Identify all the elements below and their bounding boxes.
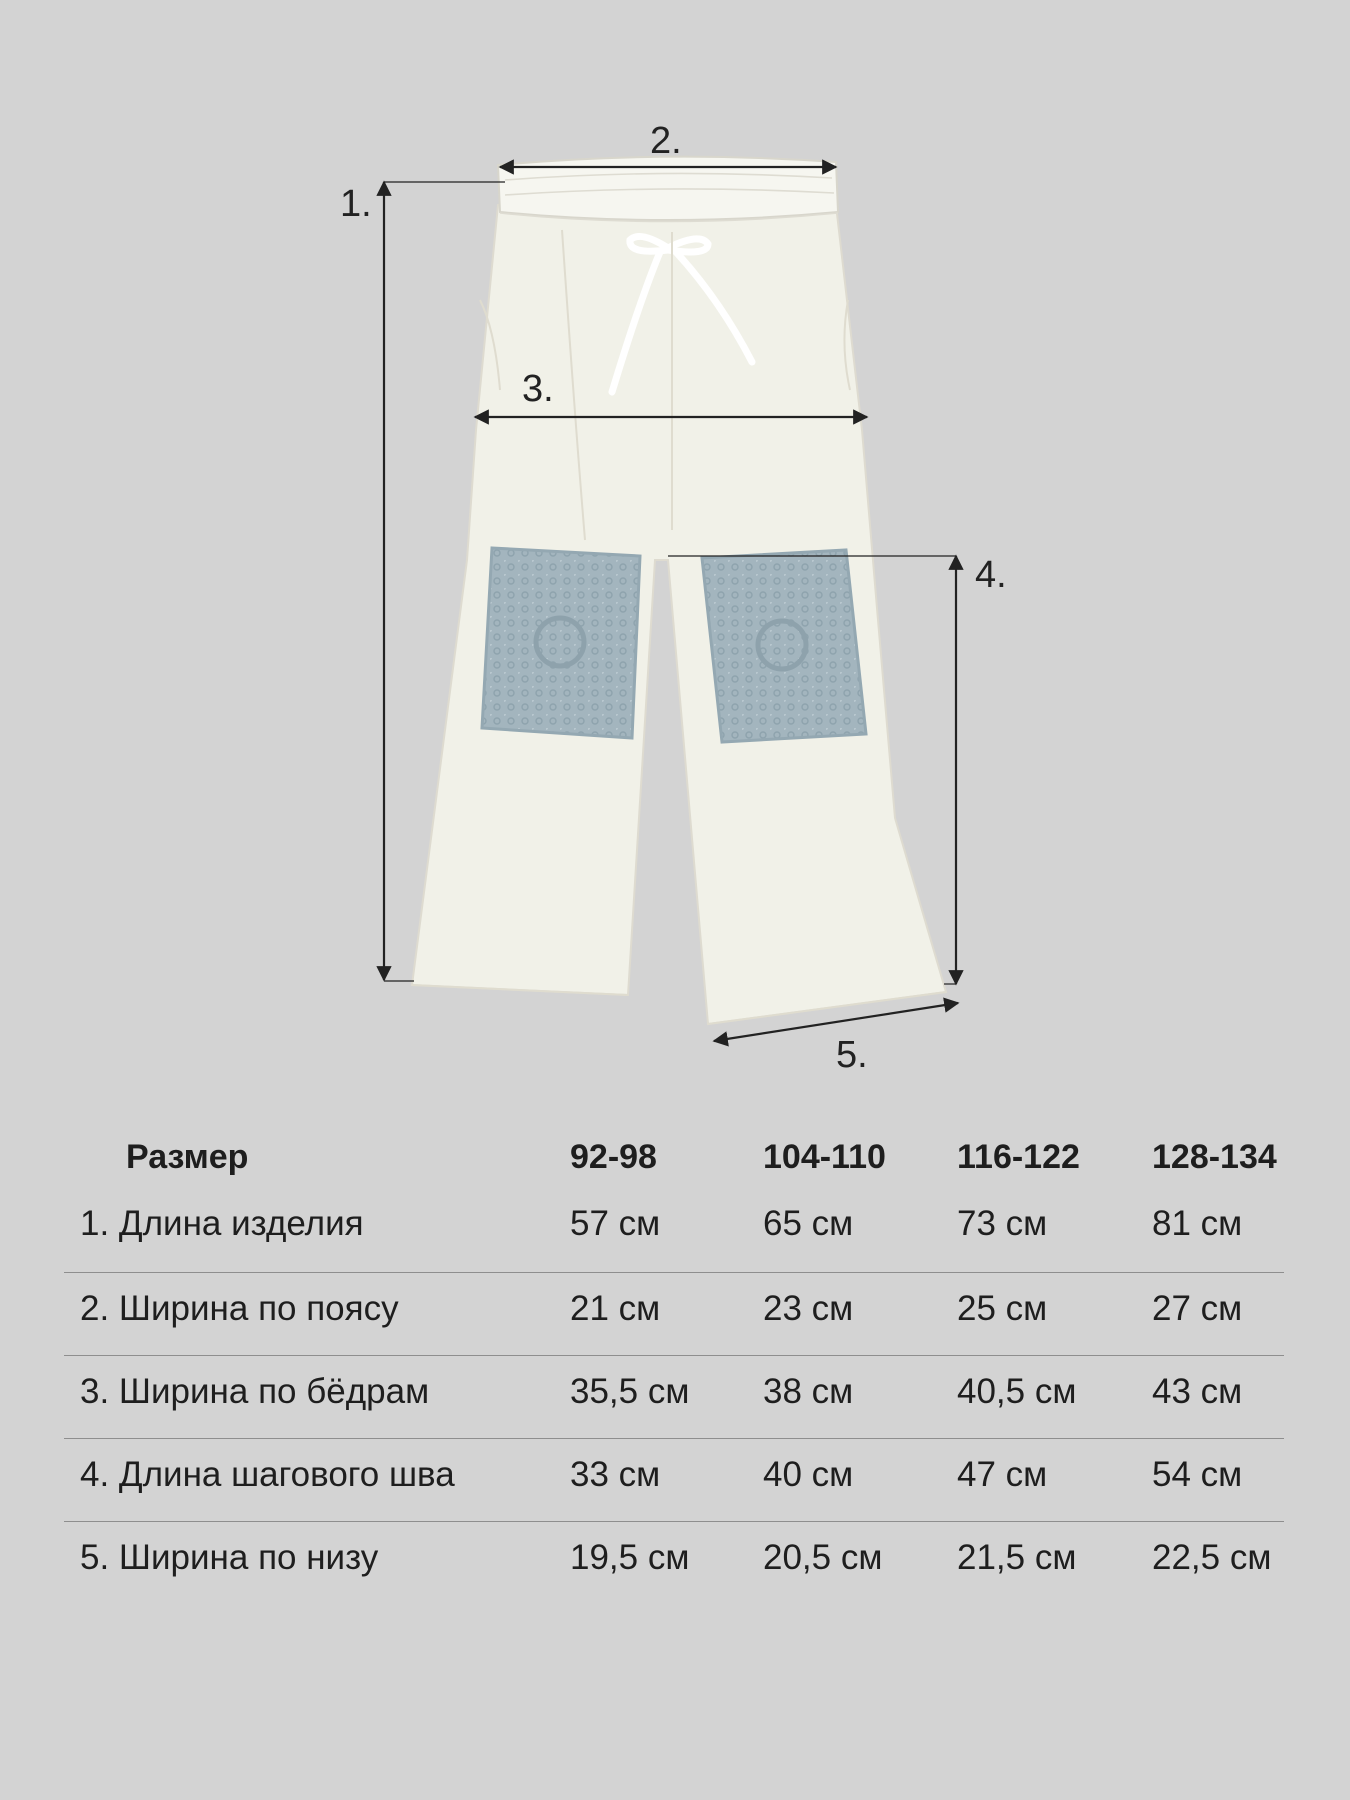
row-label: 3. Ширина по бёдрам [80,1372,430,1411]
table-row [64,1200,1284,1273]
size-table [64,1132,1284,1604]
row-value: 43 см [1152,1372,1243,1411]
size-header: 116-122 [957,1138,1080,1176]
measure-label-4: 4. [975,554,1007,596]
measure-label-5: 5. [836,1034,868,1076]
row-value: 22,5 см [1152,1538,1272,1577]
row-value: 21,5 см [957,1538,1077,1577]
right-knee-patch [702,550,866,742]
size-header: 92-98 [570,1138,657,1176]
row-value: 23 см [763,1289,854,1328]
row-value: 35,5 см [570,1372,690,1411]
row-value: 81 см [1152,1204,1243,1243]
row-value: 38 см [763,1372,854,1411]
measure-label-2: 2. [650,120,682,162]
row-label: 5. Ширина по низу [80,1538,379,1577]
row-value: 21 см [570,1289,661,1328]
row-value: 54 см [1152,1455,1243,1494]
row-label: 2. Ширина по поясу [80,1289,399,1328]
row-value: 57 см [570,1204,661,1243]
pants-illustration [412,157,946,1024]
row-value: 40,5 см [957,1372,1077,1411]
row-value: 20,5 см [763,1538,883,1577]
row-value: 73 см [957,1204,1048,1243]
row-value: 65 см [763,1204,854,1243]
row-value: 19,5 см [570,1538,690,1577]
row-value: 47 см [957,1455,1048,1494]
left-knee-patch [482,548,640,738]
table-row [64,1273,1284,1356]
measure-label-3: 3. [522,368,554,410]
size-header: 128-134 [1152,1138,1277,1176]
measure-label-1: 1. [340,183,372,225]
row-label: 4. Длина шагового шва [80,1455,455,1494]
row-value: 27 см [1152,1289,1243,1328]
table-row [64,1522,1284,1604]
size-header: 104-110 [763,1138,886,1176]
size-header-label: Размер [126,1138,249,1176]
row-value: 40 см [763,1455,854,1494]
row-value: 25 см [957,1289,1048,1328]
table-row [64,1356,1284,1439]
table-row [64,1439,1284,1522]
table-header-row [64,1132,1284,1200]
row-label: 1. Длина изделия [80,1204,364,1243]
row-value: 33 см [570,1455,661,1494]
